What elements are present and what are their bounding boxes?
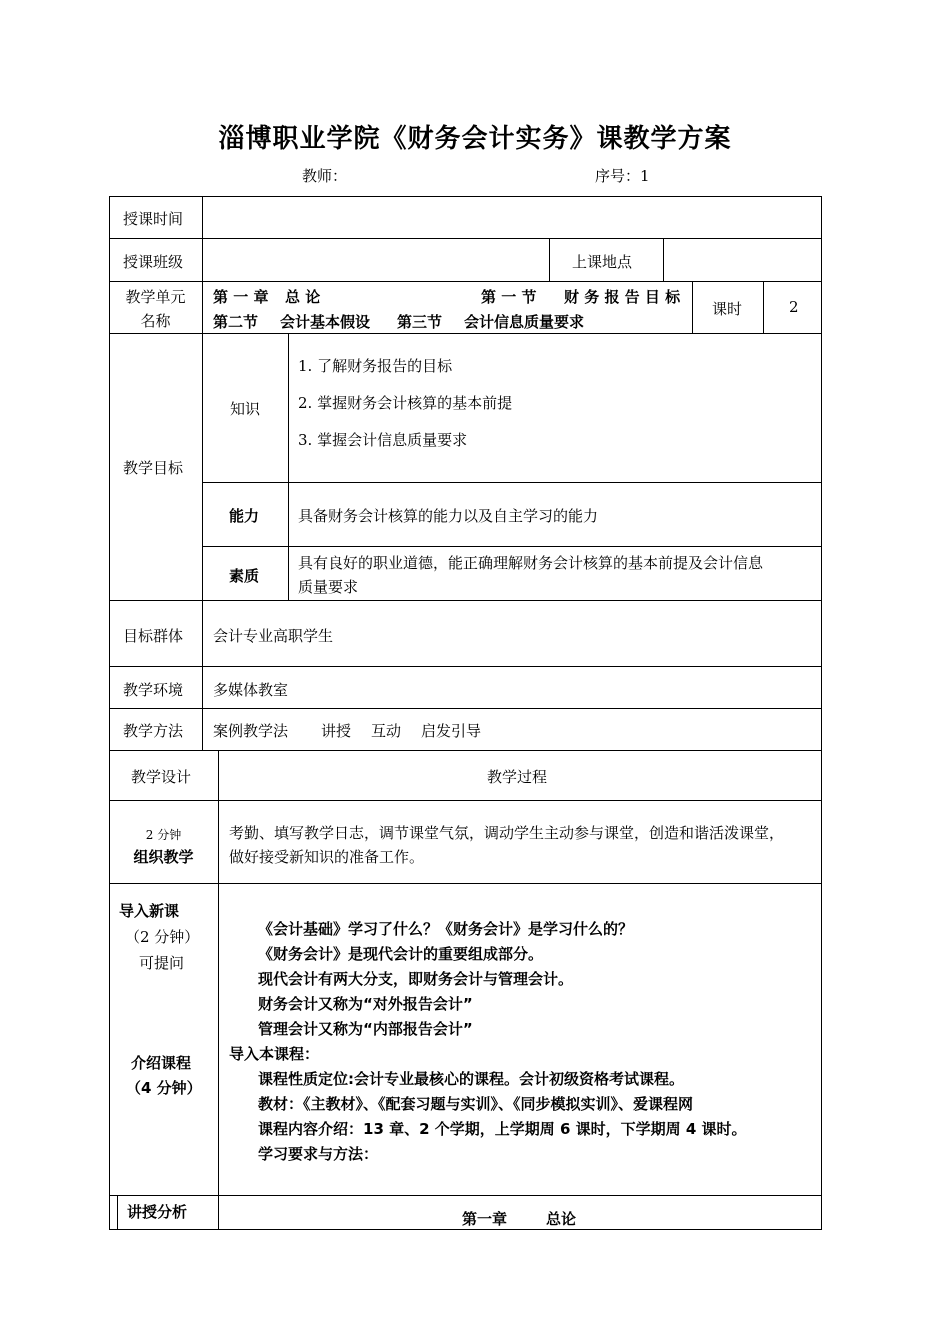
teaching-time-label: 授课时间	[123, 210, 184, 228]
method-label: 教学方法	[123, 722, 184, 740]
intro-line: 管理会计又称为“内部报告会计”	[258, 1020, 473, 1038]
method-item: 案例教学法	[213, 722, 289, 740]
unit-name-chapter-title: 总 论	[285, 288, 321, 306]
intro-time: （2 分钟）	[125, 928, 200, 946]
knowledge-item: 1. 了解财务报告的目标	[298, 357, 453, 375]
unit-name-section-1-title: 财 务 报 告 目 标	[564, 288, 681, 306]
organize-text-continued: 做好接受新知识的准备工作。	[229, 848, 425, 866]
design-header: 教学设计	[131, 768, 192, 786]
page-title: 淄博职业学院《财务会计实务》课教学方案	[218, 124, 732, 154]
course-line: 教材：《主教材》、《配套习题与实训》、《同步模拟实训》、爱课程网	[258, 1095, 694, 1113]
objectives-label: 教学目标	[123, 459, 184, 477]
organize-text: 考勤、填写教学日志，调节课堂气氛，调动学生主动参与课堂，创造和谐活泼课堂，	[229, 824, 785, 842]
intro-line: 《会计基础》学习了什么？《财务会计》是学习什么的？	[258, 920, 634, 938]
environment-text: 多媒体教室	[213, 681, 289, 699]
quality-label: 素质	[229, 567, 260, 585]
unit-name-section-2-title: 会计基本假设	[280, 313, 371, 331]
method-item: 启发引导	[421, 722, 482, 740]
quality-text-continued: 质量要求	[298, 578, 359, 596]
quality-text: 具有良好的职业道德，能正确理解财务会计核算的基本前提及会计信息	[298, 554, 764, 572]
organize-label: 组织教学	[133, 848, 194, 866]
teacher-label: 教师：	[302, 167, 348, 185]
chapter-title: 总论	[546, 1210, 577, 1228]
sequence-number: 序号：1	[595, 167, 650, 185]
organize-time: 2 分钟	[145, 828, 182, 842]
intro-line: 现代会计有两大分支，即财务会计与管理会计。	[258, 970, 574, 988]
location-label: 上课地点	[572, 253, 633, 271]
course-line: 课程性质定位:会计专业最核心的课程。会计初级资格考试课程。	[258, 1070, 685, 1088]
import-course-label: 导入本课程：	[229, 1045, 320, 1063]
unit-name-section-3-title: 会计信息质量要求	[464, 313, 585, 331]
method-item: 讲授	[321, 722, 352, 740]
intro-label: 导入新课	[119, 902, 180, 920]
chapter-label: 第一章	[462, 1210, 508, 1228]
ability-text: 具备财务会计核算的能力以及自主学习的能力	[298, 507, 599, 525]
lecture-analysis-label: 讲授分析	[127, 1203, 188, 1221]
unit-name-section-3: 第三节	[397, 313, 443, 331]
environment-label: 教学环境	[123, 681, 184, 699]
intro-note: 可提问	[139, 954, 185, 972]
unit-name-section-1: 第 一 节	[481, 288, 537, 306]
unit-label-2: 名称	[140, 312, 171, 330]
unit-label: 教学单元	[125, 288, 186, 306]
course-intro-label: 介绍课程	[131, 1054, 192, 1072]
knowledge-item: 2. 掌握财务会计核算的基本前提	[298, 394, 513, 412]
intro-line: 财务会计又称为“对外报告会计”	[258, 995, 473, 1013]
course-line: 课程内容介绍：13 章、2 个学期，上学期周 6 课时，下学期周 4 课时。	[258, 1120, 747, 1138]
class-label: 授课班级	[123, 253, 184, 271]
unit-name-chapter: 第 一 章	[213, 288, 269, 306]
hours-label: 课时	[712, 300, 743, 318]
method-item: 互动	[371, 722, 402, 740]
ability-label: 能力	[229, 507, 260, 525]
target-group-text: 会计专业高职学生	[213, 627, 334, 645]
course-line: 学习要求与方法：	[258, 1145, 379, 1163]
process-header: 教学过程	[487, 768, 548, 786]
target-group-label: 目标群体	[123, 627, 184, 645]
knowledge-label: 知识	[230, 400, 261, 418]
course-intro-time: （4 分钟）	[126, 1079, 202, 1097]
hours-value: 2	[789, 298, 799, 316]
knowledge-item: 3. 掌握会计信息质量要求	[298, 431, 468, 449]
unit-name-section-2: 第二节	[213, 313, 259, 331]
intro-line: 《财务会计》是现代会计的重要组成部分。	[258, 945, 544, 963]
